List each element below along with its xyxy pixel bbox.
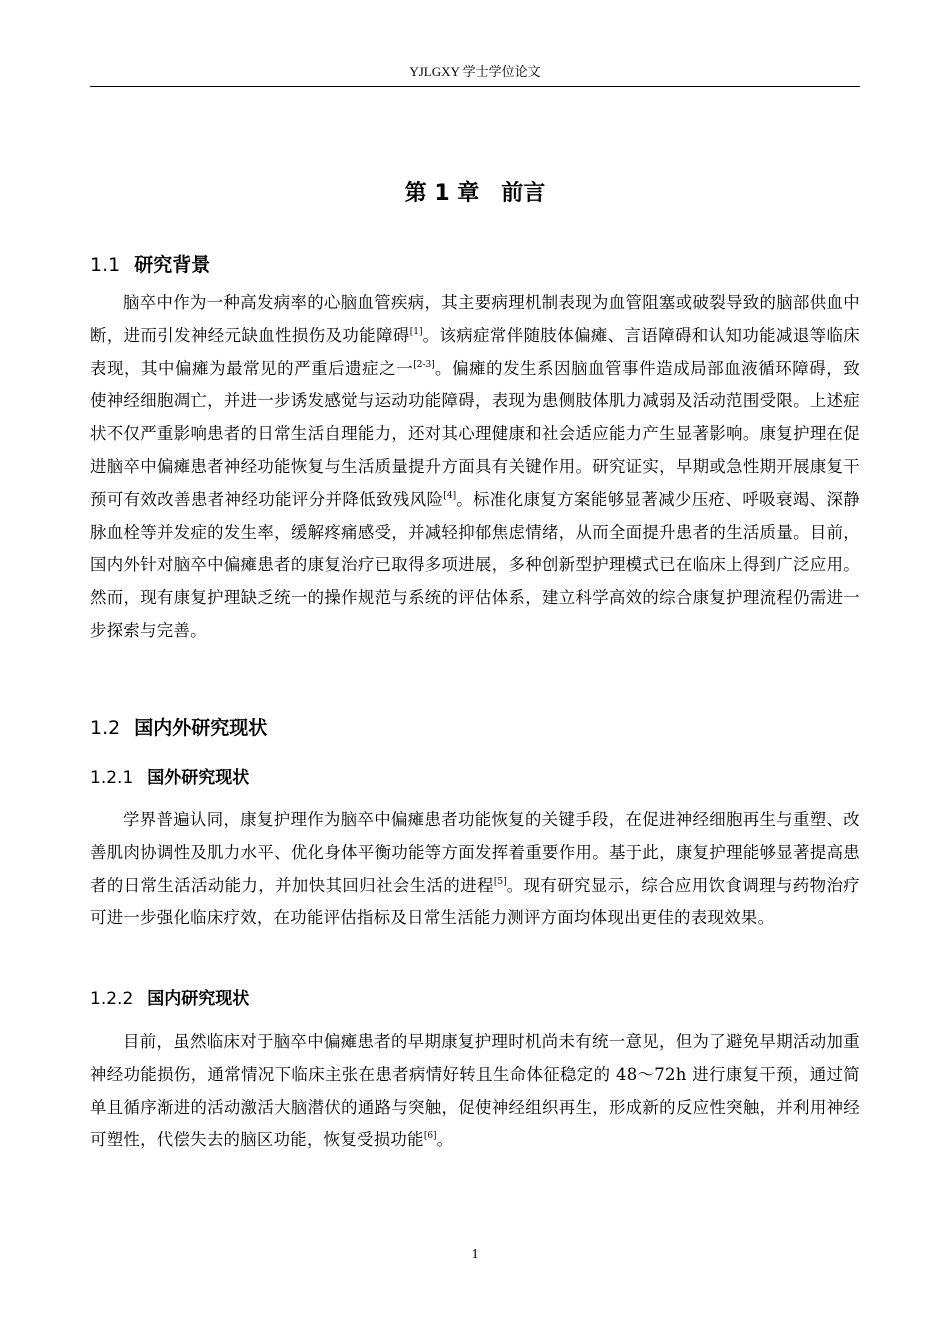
chapter-title: 第 1 章 前言	[404, 181, 546, 206]
citation-5: [5]	[493, 876, 507, 887]
subsection-number: 1.2.2	[90, 989, 134, 1009]
section-heading-1-2	[90, 715, 267, 741]
subsection-title: 国内研究现状	[147, 989, 250, 1009]
subsection-number: 1.2.1	[90, 768, 134, 788]
paragraph-foreign-research	[90, 804, 860, 935]
section-heading-1-1	[90, 252, 210, 278]
section-title: 研究背景	[134, 254, 211, 276]
paragraph-text: 。偏瘫的发生系因脑血管事件造成局部血液循环障碍，致使神经细胞凋亡，并进一步诱发感觉与运动功能障碍，表现为患侧肢体肌力减弱及活动范围受限。上述症状不仅严重影响患者的日常生活自理能力，还对其心理健康和社会适应能力产生显著影响。康复护理在促进脑卒中偏瘫患者神经功能恢复与生活质量提升方面具有关键作用。研究证实，早期或急性期开展康复干预可有效改善患者神经功能评分并降低致残风险	[90, 358, 861, 509]
citation-1: [1]	[409, 326, 423, 337]
subsection-heading-1-2-1	[90, 766, 249, 790]
page-number: 1	[471, 1247, 479, 1262]
paragraph-text: 。	[436, 1130, 454, 1150]
section-number: 1.1	[90, 254, 121, 276]
paragraph-text: 。该病症常伴随肢体偏瘫、言语障碍和认知功能减退等临床表现，其中偏瘫为最常见的严重后遗症之一	[90, 325, 860, 378]
section-title: 国内外研究现状	[134, 717, 268, 739]
paragraph-text: 学界普遍认同，康复护理作为脑卒中偏瘫患者功能恢复的关键手段，在促进神经细胞再生与重塑、改善肌肉协调性及肌力水平、优化身体平衡功能等方面发挥着重要作用。基于此，康复护理能够显著提高患者的日常生活活动能力，并加快其回归社会生活的进程	[90, 810, 860, 895]
paragraph-text: 目前，虽然临床对于脑卒中偏瘫患者的早期康复护理时机尚未有统一意见，但为了避免早期活动加重神经功能损伤，通常情况下临床主张在患者病情好转且生命体征稳定的 48～72h 进行康复干预，通过简单且循序渐进的活动激活大脑潜伏的通路与突触，促使神经组织再生，形成新的反应性突触，并利用神经可塑性，代偿失去的脑区功能，恢复受损功能	[90, 1032, 860, 1150]
citation-2-3: [2-3]	[413, 359, 435, 370]
section-number: 1.2	[90, 717, 121, 739]
running-header: YJLGXY 学士学位论文	[409, 64, 541, 79]
paragraph-domestic-research	[90, 1026, 860, 1157]
paragraph-text: 。现有研究显示，综合应用饮食调理与药物治疗可进一步强化临床疗效，在功能评估指标及日常生活能力测评方面均体现出更佳的表现效果。	[90, 875, 860, 928]
paragraph-text: 。标准化康复方案能够显著减少压疮、呼吸衰竭、深静脉血栓等并发症的发生率，缓解疼痛感受，并减轻抑郁焦虑情绪，从而全面提升患者的生活质量。目前，国内外针对脑卒中偏瘫患者的康复治疗已取得多项进展，多种创新型护理模式已在临床上得到广泛应用。然而，现有康复护理缺乏统一的操作规范与系统的评估体系，建立科学高效的综合康复护理流程仍需进一步探索与完善。	[90, 489, 860, 640]
citation-6: [6]	[423, 1131, 437, 1142]
subsection-heading-1-2-2	[90, 987, 249, 1011]
citation-4: [4]	[443, 490, 457, 501]
header-rule	[90, 86, 860, 87]
paragraph-research-background	[90, 287, 860, 648]
subsection-title: 国外研究现状	[147, 768, 250, 788]
paragraph-text: 脑卒中作为一种高发病率的心脑血管疾病，其主要病理机制表现为血管阻塞或破裂导致的脑部供血中断，进而引发神经元缺血性损伤及功能障碍	[90, 293, 860, 345]
